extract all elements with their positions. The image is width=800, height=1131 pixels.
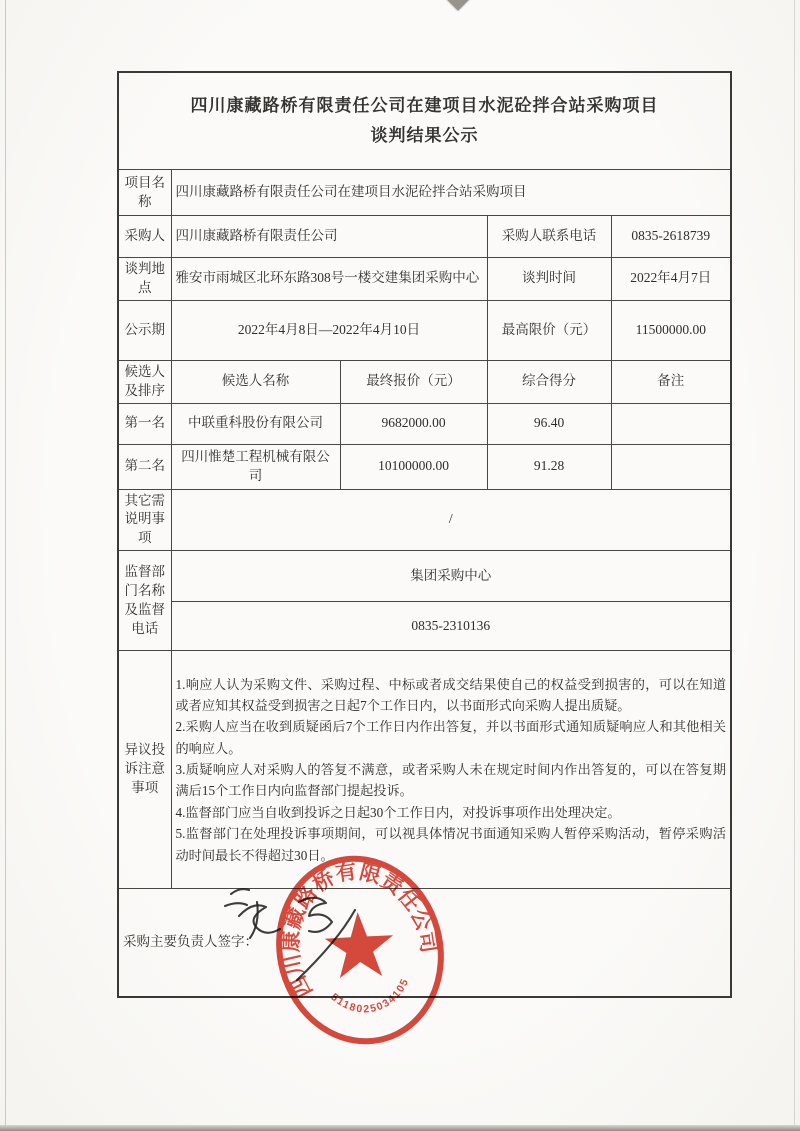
candidate-score: 96.40 (487, 403, 611, 444)
publicity-period-value: 2022年4月8日—2022年4月10日 (171, 300, 487, 360)
candidate-rank: 第一名 (118, 403, 171, 444)
document-title (118, 72, 731, 170)
seal-serial-text: 5118025034105 (328, 975, 412, 1016)
purchaser-label: 采购人 (118, 216, 171, 258)
title-line-1: 四川康藏路桥有限责任公司在建项目水泥砼拌合站采购项目 (190, 96, 659, 116)
negotiation-time-value: 2022年4月7日 (611, 258, 731, 301)
objection-item: 5.监督部门在处理投诉事项期间，可以视具体情况书面通知采购人暂停采购活动，暂停采购活动时间最长不得超过30日。 (175, 826, 727, 863)
candidate-rank: 第二名 (118, 444, 171, 489)
purchaser-phone-label: 采购人联系电话 (487, 216, 611, 258)
candidates-col-name: 候选人名称 (171, 360, 340, 403)
candidates-col-score: 综合得分 (487, 360, 611, 403)
seal-star (323, 910, 395, 979)
venue-value: 雅安市雨城区北环东路308号一楼交建集团采购中心 (171, 258, 487, 301)
candidate-price: 10100000.00 (340, 444, 487, 489)
supervision-dept: 集团采购中心 (171, 551, 731, 602)
scan-edge-bottom (0, 1125, 800, 1131)
negotiation-time-label: 谈判时间 (487, 258, 611, 301)
candidate-score: 91.28 (487, 444, 611, 489)
candidate-remark (611, 403, 731, 444)
candidate-name: 中联重科股份有限公司 (171, 403, 340, 444)
candidate-name: 四川惟楚工程机械有限公司 (171, 444, 340, 489)
scan-artifact (445, 0, 470, 11)
scan-edge-left (5, 0, 6, 1131)
max-price-value: 11500000.00 (611, 300, 731, 360)
company-seal-svg (262, 849, 458, 1055)
candidates-col-price: 最终报价（元） (340, 360, 487, 403)
venue-label: 谈判地点 (118, 258, 171, 301)
purchaser-phone-value: 0835-2618739 (611, 216, 731, 258)
candidates-col-remark: 备注 (611, 360, 731, 403)
candidate-remark (611, 444, 731, 489)
objection-item: 3.质疑响应人对采购人的答复不满意，或者采购人未在规定时间内作出答复的，可以在答复期满后15个工作日内向监督部门提起投诉。 (175, 762, 727, 799)
purchaser-value: 四川康藏路桥有限责任公司 (171, 216, 487, 258)
objection-item: 2.采购人应当在收到质疑函后7个工作日内作出答复，并以书面形式通知质疑响应人和其他相关的响应人。 (175, 719, 727, 756)
candidates-rank-label: 候选人及排序 (118, 360, 171, 403)
project-name-value: 四川康藏路桥有限责任公司在建项目水泥砼拌合站采购项目 (171, 170, 731, 216)
objection-item: 1.响应人认为采购文件、采购过程、中标或者成交结果使自己的权益受到损害的，可以在知道或者应知其权益受到损害之日起7个工作日内，以书面形式向采购人提出质疑。 (175, 676, 727, 713)
publicity-period-label: 公示期 (118, 300, 171, 360)
project-name-label: 项目名称 (118, 170, 171, 216)
objection-item: 4.监督部门应当自收到投诉之日起30个工作日内，对投诉事项作出处理决定。 (175, 804, 621, 820)
supervision-phone: 0835-2310136 (171, 602, 731, 651)
title-line-2: 谈判结果公示 (370, 126, 479, 145)
supervision-label: 监督部门名称及监督电话 (118, 551, 171, 651)
scan-edge-right (794, 0, 795, 1131)
candidate-price: 9682000.00 (340, 403, 487, 444)
candidate-row (118, 403, 731, 444)
other-notes-label: 其它需说明事项 (118, 489, 171, 551)
objection-label: 异议投诉注意事项 (118, 651, 171, 889)
other-notes-value: / (171, 489, 731, 551)
candidate-row (118, 444, 731, 489)
company-seal (262, 849, 458, 1055)
max-price-label: 最高限价（元） (487, 300, 611, 360)
signature-label: 采购主要负责人签字： (123, 934, 258, 950)
seal-company-text: 四川康藏路桥有限责任公司 (279, 859, 441, 1001)
